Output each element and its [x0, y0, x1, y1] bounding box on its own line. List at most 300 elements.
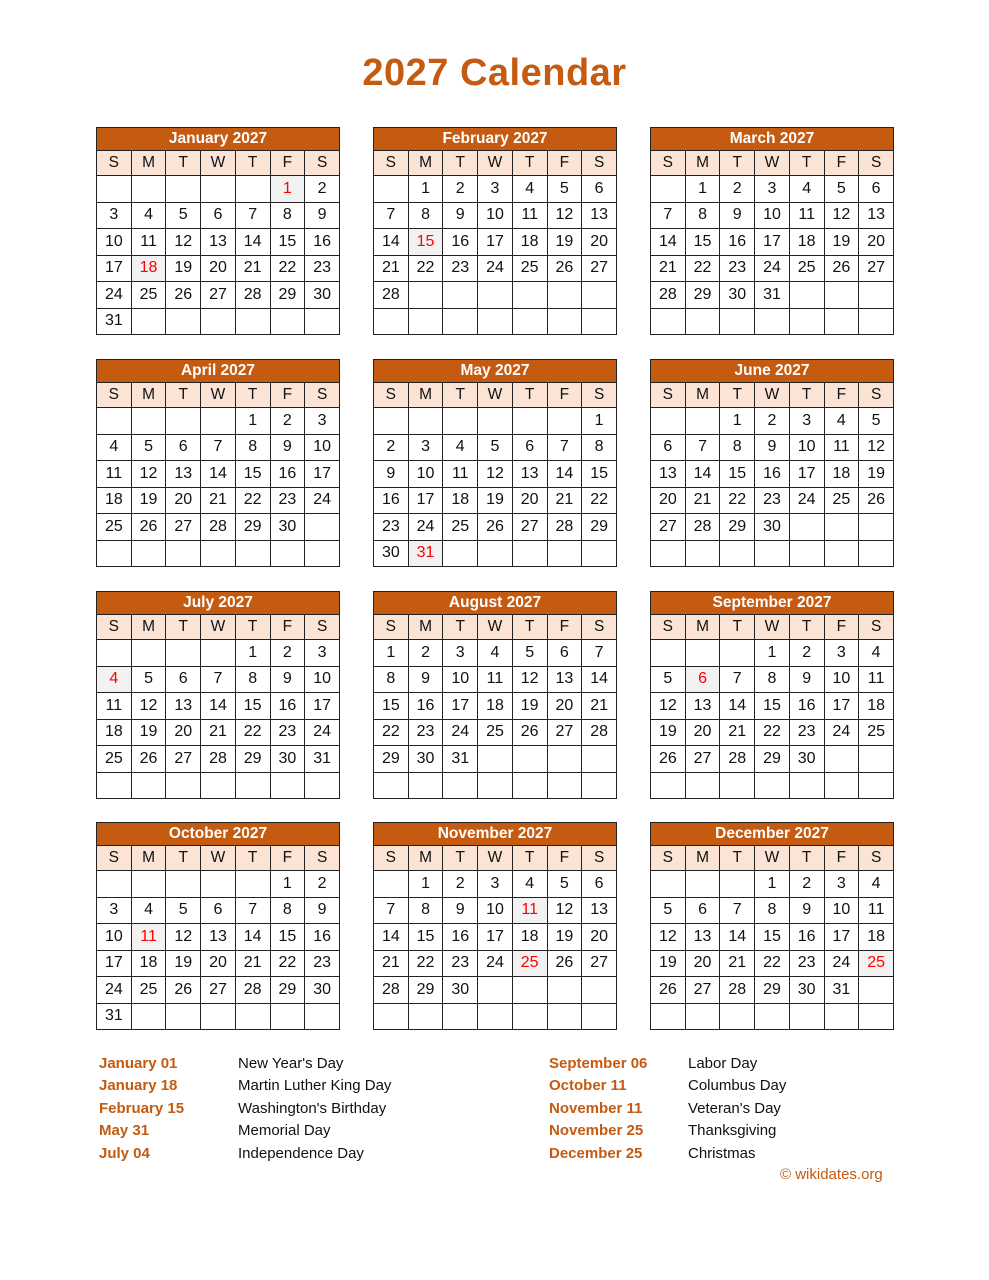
- day-cell: 10: [478, 202, 513, 229]
- weekday-label: W: [478, 846, 513, 871]
- day-cell: 22: [720, 487, 755, 514]
- day-cell: 28: [582, 719, 617, 746]
- month-title: July 2027: [97, 592, 340, 615]
- day-cell: [547, 1003, 582, 1030]
- day-cell: 17: [478, 229, 513, 256]
- day-cell: 14: [685, 461, 720, 488]
- day-cell: 1: [270, 871, 305, 898]
- day-cell: [443, 408, 478, 435]
- day-cell: 7: [201, 434, 236, 461]
- day-cell: 25: [859, 719, 894, 746]
- day-cell: [512, 977, 547, 1004]
- day-cell: 18: [824, 461, 859, 488]
- day-cell: 19: [131, 719, 166, 746]
- day-cell: [582, 746, 617, 773]
- day-cell: 13: [651, 461, 686, 488]
- month-block: [96, 359, 340, 567]
- day-cell: [859, 1003, 894, 1030]
- day-cell: [720, 772, 755, 799]
- day-cell: 10: [789, 434, 824, 461]
- holiday-day-cell: 11: [131, 924, 166, 951]
- holiday-item: [99, 1098, 391, 1120]
- weekday-label: M: [685, 383, 720, 408]
- weekday-label: T: [235, 846, 270, 871]
- day-cell: [443, 1003, 478, 1030]
- day-cell: 3: [305, 640, 340, 667]
- day-cell: 28: [374, 977, 409, 1004]
- weekday-label: S: [374, 151, 409, 176]
- week-row: [374, 408, 617, 435]
- week-row: [651, 202, 894, 229]
- day-cell: 12: [166, 229, 201, 256]
- day-cell: 2: [305, 871, 340, 898]
- month-block: [650, 822, 894, 1030]
- day-cell: [374, 772, 409, 799]
- weekday-label: F: [547, 383, 582, 408]
- day-cell: 7: [547, 434, 582, 461]
- week-row: [651, 666, 894, 693]
- day-cell: [685, 308, 720, 335]
- day-cell: 13: [685, 924, 720, 951]
- day-cell: 17: [305, 461, 340, 488]
- day-cell: 24: [824, 950, 859, 977]
- day-cell: 5: [824, 176, 859, 203]
- weekday-label: M: [131, 615, 166, 640]
- day-cell: [201, 871, 236, 898]
- day-cell: [824, 540, 859, 567]
- day-cell: [512, 408, 547, 435]
- day-cell: 8: [235, 434, 270, 461]
- day-cell: 30: [270, 746, 305, 773]
- day-cell: 26: [166, 977, 201, 1004]
- holiday-date: December 25: [549, 1144, 643, 1162]
- day-cell: 16: [408, 693, 443, 720]
- day-cell: 25: [131, 282, 166, 309]
- day-cell: 21: [235, 255, 270, 282]
- day-cell: 19: [547, 229, 582, 256]
- day-cell: 3: [789, 408, 824, 435]
- month-block: [650, 591, 894, 799]
- weekday-label: M: [131, 846, 166, 871]
- week-row: [97, 540, 340, 567]
- day-cell: [374, 308, 409, 335]
- weekday-label: S: [582, 151, 617, 176]
- day-cell: 2: [305, 176, 340, 203]
- weekday-label: T: [512, 846, 547, 871]
- day-cell: 6: [582, 871, 617, 898]
- day-cell: 9: [305, 897, 340, 924]
- week-row: [97, 461, 340, 488]
- day-cell: 12: [512, 666, 547, 693]
- day-cell: 8: [685, 202, 720, 229]
- weekday-label: W: [478, 383, 513, 408]
- holiday-name: Thanksgiving: [688, 1122, 777, 1140]
- day-cell: [305, 772, 340, 799]
- day-cell: 8: [374, 666, 409, 693]
- day-cell: 9: [374, 461, 409, 488]
- holiday-date: September 06: [549, 1055, 648, 1072]
- holiday-day-cell: 15: [408, 229, 443, 256]
- month-block: [650, 127, 894, 335]
- day-cell: [201, 408, 236, 435]
- month-title: December 2027: [651, 823, 894, 846]
- day-cell: [685, 772, 720, 799]
- day-cell: 5: [859, 408, 894, 435]
- day-cell: 19: [512, 693, 547, 720]
- weekday-label: S: [374, 846, 409, 871]
- day-cell: 8: [720, 434, 755, 461]
- day-cell: 20: [685, 950, 720, 977]
- week-row: [97, 408, 340, 435]
- day-cell: [166, 176, 201, 203]
- week-row: [374, 176, 617, 203]
- day-cell: 15: [582, 461, 617, 488]
- weekday-label: S: [859, 151, 894, 176]
- day-cell: 5: [478, 434, 513, 461]
- day-cell: 26: [651, 746, 686, 773]
- day-cell: 12: [131, 693, 166, 720]
- week-row: [651, 487, 894, 514]
- weekday-label: S: [305, 151, 340, 176]
- day-cell: 3: [97, 202, 132, 229]
- week-row: [374, 693, 617, 720]
- weekday-label: T: [443, 615, 478, 640]
- day-cell: [201, 308, 236, 335]
- day-cell: 26: [651, 977, 686, 1004]
- day-cell: 16: [270, 693, 305, 720]
- day-cell: 23: [755, 487, 790, 514]
- day-cell: 27: [582, 255, 617, 282]
- day-cell: 17: [97, 950, 132, 977]
- day-cell: [305, 540, 340, 567]
- weekday-label: S: [582, 846, 617, 871]
- day-cell: 20: [685, 719, 720, 746]
- weekday-label: S: [374, 383, 409, 408]
- day-cell: [824, 514, 859, 541]
- day-cell: 16: [755, 461, 790, 488]
- day-cell: 18: [97, 719, 132, 746]
- day-cell: 16: [374, 487, 409, 514]
- day-cell: [374, 871, 409, 898]
- day-cell: 7: [201, 666, 236, 693]
- day-cell: 5: [547, 871, 582, 898]
- weekday-label: S: [859, 846, 894, 871]
- day-cell: 25: [443, 514, 478, 541]
- day-cell: [582, 282, 617, 309]
- day-cell: [512, 746, 547, 773]
- week-row: [97, 897, 340, 924]
- day-cell: 26: [166, 282, 201, 309]
- day-cell: 18: [512, 924, 547, 951]
- day-cell: [824, 282, 859, 309]
- day-cell: 26: [131, 746, 166, 773]
- weekday-label: S: [305, 383, 340, 408]
- day-cell: 24: [408, 514, 443, 541]
- day-cell: 18: [859, 924, 894, 951]
- week-row: [651, 540, 894, 567]
- day-cell: [270, 1003, 305, 1030]
- holiday-name: Labor Day: [688, 1055, 758, 1072]
- weekday-label: F: [270, 615, 305, 640]
- weekday-label: F: [270, 846, 305, 871]
- day-cell: 7: [720, 897, 755, 924]
- day-cell: [651, 308, 686, 335]
- day-cell: 14: [235, 924, 270, 951]
- day-cell: 18: [443, 487, 478, 514]
- day-cell: 13: [547, 666, 582, 693]
- day-cell: 3: [478, 176, 513, 203]
- day-cell: 5: [547, 176, 582, 203]
- day-cell: [131, 540, 166, 567]
- week-row: [651, 719, 894, 746]
- day-cell: 23: [270, 719, 305, 746]
- day-cell: 4: [97, 434, 132, 461]
- day-cell: 8: [755, 666, 790, 693]
- day-cell: 7: [374, 202, 409, 229]
- day-cell: 2: [270, 408, 305, 435]
- day-cell: 9: [443, 202, 478, 229]
- day-cell: 21: [651, 255, 686, 282]
- holiday-day-cell: 31: [408, 540, 443, 567]
- day-cell: [582, 772, 617, 799]
- day-cell: 7: [685, 434, 720, 461]
- copyright-link[interactable]: © wikidates.org: [780, 1166, 883, 1183]
- holiday-date: October 11: [549, 1077, 627, 1095]
- weekday-label: S: [582, 383, 617, 408]
- day-cell: 31: [97, 1003, 132, 1030]
- day-cell: 10: [305, 666, 340, 693]
- day-cell: [478, 1003, 513, 1030]
- day-cell: [651, 772, 686, 799]
- week-row: [651, 308, 894, 335]
- weekday-label: S: [651, 846, 686, 871]
- day-cell: 7: [235, 202, 270, 229]
- weekday-label: T: [720, 383, 755, 408]
- day-cell: 23: [270, 487, 305, 514]
- day-cell: 31: [824, 977, 859, 1004]
- day-cell: 20: [201, 255, 236, 282]
- day-cell: 10: [824, 666, 859, 693]
- day-cell: [685, 1003, 720, 1030]
- day-cell: 27: [685, 977, 720, 1004]
- day-cell: 20: [166, 487, 201, 514]
- day-cell: [97, 540, 132, 567]
- day-cell: 26: [478, 514, 513, 541]
- day-cell: 24: [443, 719, 478, 746]
- day-cell: 15: [235, 693, 270, 720]
- day-cell: 1: [685, 176, 720, 203]
- day-cell: 4: [131, 897, 166, 924]
- day-cell: 14: [720, 693, 755, 720]
- weekday-label: T: [512, 151, 547, 176]
- day-cell: 6: [582, 176, 617, 203]
- day-cell: [685, 871, 720, 898]
- day-cell: 16: [789, 924, 824, 951]
- weekday-label: S: [305, 615, 340, 640]
- day-cell: 8: [270, 202, 305, 229]
- day-cell: [478, 746, 513, 773]
- day-cell: 28: [201, 746, 236, 773]
- day-cell: [235, 176, 270, 203]
- week-row: [374, 540, 617, 567]
- day-cell: 24: [789, 487, 824, 514]
- weekday-label: F: [270, 383, 305, 408]
- day-cell: 6: [201, 897, 236, 924]
- day-cell: [651, 1003, 686, 1030]
- weekday-label: S: [651, 383, 686, 408]
- week-row: [651, 255, 894, 282]
- weekday-label: T: [235, 615, 270, 640]
- weekday-label: T: [789, 846, 824, 871]
- day-cell: 3: [824, 871, 859, 898]
- week-row: [374, 1003, 617, 1030]
- day-cell: 5: [131, 434, 166, 461]
- weekday-label: T: [235, 151, 270, 176]
- day-cell: 15: [408, 924, 443, 951]
- weekday-label: M: [408, 151, 443, 176]
- week-row: [374, 871, 617, 898]
- week-row: [374, 977, 617, 1004]
- week-row: [97, 772, 340, 799]
- day-cell: [305, 514, 340, 541]
- weekday-label: W: [478, 615, 513, 640]
- day-cell: 18: [512, 229, 547, 256]
- weekday-label: M: [685, 846, 720, 871]
- day-cell: 18: [859, 693, 894, 720]
- day-cell: 2: [443, 871, 478, 898]
- weekday-label: T: [789, 151, 824, 176]
- day-cell: 20: [547, 693, 582, 720]
- day-cell: [270, 772, 305, 799]
- day-cell: 4: [131, 202, 166, 229]
- weekday-label: S: [97, 383, 132, 408]
- day-cell: 17: [755, 229, 790, 256]
- day-cell: 6: [651, 434, 686, 461]
- weekday-label: F: [547, 151, 582, 176]
- week-row: [374, 924, 617, 951]
- holiday-item: [549, 1053, 786, 1075]
- week-row: [374, 666, 617, 693]
- day-cell: 2: [443, 176, 478, 203]
- day-cell: 26: [512, 719, 547, 746]
- day-cell: 11: [859, 897, 894, 924]
- month-title: September 2027: [651, 592, 894, 615]
- month-title: August 2027: [374, 592, 617, 615]
- day-cell: 1: [755, 871, 790, 898]
- day-cell: 6: [547, 640, 582, 667]
- weekday-label: F: [547, 615, 582, 640]
- week-row: [651, 871, 894, 898]
- week-row: [651, 1003, 894, 1030]
- holiday-item: [99, 1075, 391, 1097]
- day-cell: 15: [235, 461, 270, 488]
- day-cell: [478, 977, 513, 1004]
- day-cell: 10: [97, 924, 132, 951]
- day-cell: [547, 772, 582, 799]
- day-cell: 15: [270, 924, 305, 951]
- day-cell: 25: [97, 746, 132, 773]
- day-cell: 4: [512, 871, 547, 898]
- holiday-list-left: [99, 1053, 391, 1165]
- week-row: [374, 772, 617, 799]
- week-row: [651, 924, 894, 951]
- day-cell: 10: [755, 202, 790, 229]
- day-cell: [789, 514, 824, 541]
- day-cell: 16: [443, 924, 478, 951]
- day-cell: [478, 772, 513, 799]
- day-cell: 12: [547, 202, 582, 229]
- day-cell: 26: [547, 255, 582, 282]
- weekday-label: T: [512, 383, 547, 408]
- day-cell: 13: [201, 924, 236, 951]
- weekday-label: F: [824, 846, 859, 871]
- day-cell: 24: [305, 719, 340, 746]
- day-cell: 2: [789, 640, 824, 667]
- weekday-label: M: [685, 615, 720, 640]
- day-cell: 1: [408, 176, 443, 203]
- weekday-label: S: [859, 615, 894, 640]
- day-cell: [685, 640, 720, 667]
- day-cell: 30: [443, 977, 478, 1004]
- week-row: [651, 772, 894, 799]
- day-cell: 12: [859, 434, 894, 461]
- day-cell: [547, 408, 582, 435]
- day-cell: [789, 308, 824, 335]
- day-cell: 26: [824, 255, 859, 282]
- week-row: [374, 514, 617, 541]
- day-cell: 2: [374, 434, 409, 461]
- day-cell: [651, 540, 686, 567]
- day-cell: 15: [270, 229, 305, 256]
- day-cell: 28: [201, 514, 236, 541]
- day-cell: 8: [582, 434, 617, 461]
- weekday-label: T: [720, 846, 755, 871]
- day-cell: 7: [582, 640, 617, 667]
- day-cell: 28: [235, 977, 270, 1004]
- day-cell: 22: [408, 255, 443, 282]
- day-cell: 14: [201, 693, 236, 720]
- day-cell: 28: [374, 282, 409, 309]
- day-cell: 2: [789, 871, 824, 898]
- day-cell: 1: [408, 871, 443, 898]
- day-cell: [478, 540, 513, 567]
- day-cell: 13: [201, 229, 236, 256]
- day-cell: 14: [201, 461, 236, 488]
- day-cell: 10: [824, 897, 859, 924]
- day-cell: 20: [859, 229, 894, 256]
- week-row: [374, 950, 617, 977]
- week-row: [651, 746, 894, 773]
- day-cell: 30: [305, 282, 340, 309]
- day-cell: 31: [305, 746, 340, 773]
- weekday-label: T: [443, 846, 478, 871]
- day-cell: 5: [512, 640, 547, 667]
- day-cell: [859, 514, 894, 541]
- day-cell: 19: [651, 719, 686, 746]
- day-cell: 22: [270, 255, 305, 282]
- holiday-name: New Year's Day: [238, 1055, 344, 1072]
- day-cell: 10: [97, 229, 132, 256]
- weekday-label: F: [824, 151, 859, 176]
- day-cell: 21: [720, 950, 755, 977]
- weekday-label: S: [97, 151, 132, 176]
- week-row: [97, 746, 340, 773]
- day-cell: [859, 282, 894, 309]
- weekday-label: W: [201, 383, 236, 408]
- day-cell: [131, 871, 166, 898]
- day-cell: 17: [305, 693, 340, 720]
- day-cell: [859, 977, 894, 1004]
